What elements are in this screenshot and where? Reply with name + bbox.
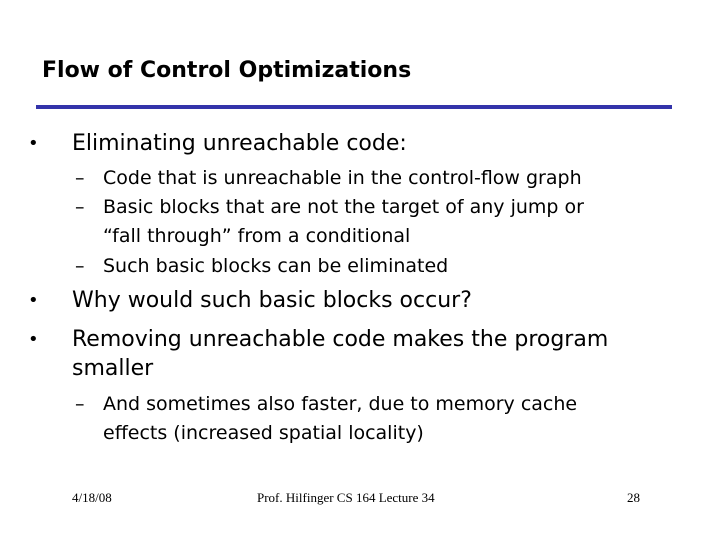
slide-title: Flow of Control Optimizations	[42, 58, 412, 83]
sub-bullet-text: Code that is unreachable in the control-flow graph	[103, 167, 582, 189]
sub-bullet-dash: –	[75, 167, 85, 189]
sub-bullet-text-line-2: effects (increased spatial locality)	[103, 422, 424, 444]
title-underline	[36, 105, 672, 109]
bullet-text: Eliminating unreachable code:	[72, 131, 407, 156]
bullet-text-line-2: smaller	[72, 356, 154, 381]
bullet-dot: •	[28, 329, 39, 350]
bullet-text-line-1: Removing unreachable code makes the program	[72, 327, 609, 352]
sub-bullet-text: Such basic blocks can be eliminated	[103, 255, 449, 277]
footer-course: Prof. Hilfinger CS 164 Lecture 34	[257, 490, 435, 505]
bullet-dot: •	[28, 290, 39, 311]
bullet-dot: •	[28, 133, 39, 154]
sub-bullet-dash: –	[75, 196, 85, 218]
bullet-text: Why would such basic blocks occur?	[72, 288, 472, 313]
sub-bullet-dash: –	[75, 393, 85, 415]
sub-bullet-text-line-1: Basic blocks that are not the target of any jump or	[103, 196, 584, 218]
footer-page-number: 28	[627, 490, 640, 505]
footer-date: 4/18/08	[72, 490, 112, 505]
sub-bullet-text-line-2: “fall through” from a conditional	[103, 225, 411, 247]
sub-bullet-text-line-1: And sometimes also faster, due to memory cache	[103, 393, 578, 415]
sub-bullet-dash: –	[75, 255, 85, 277]
